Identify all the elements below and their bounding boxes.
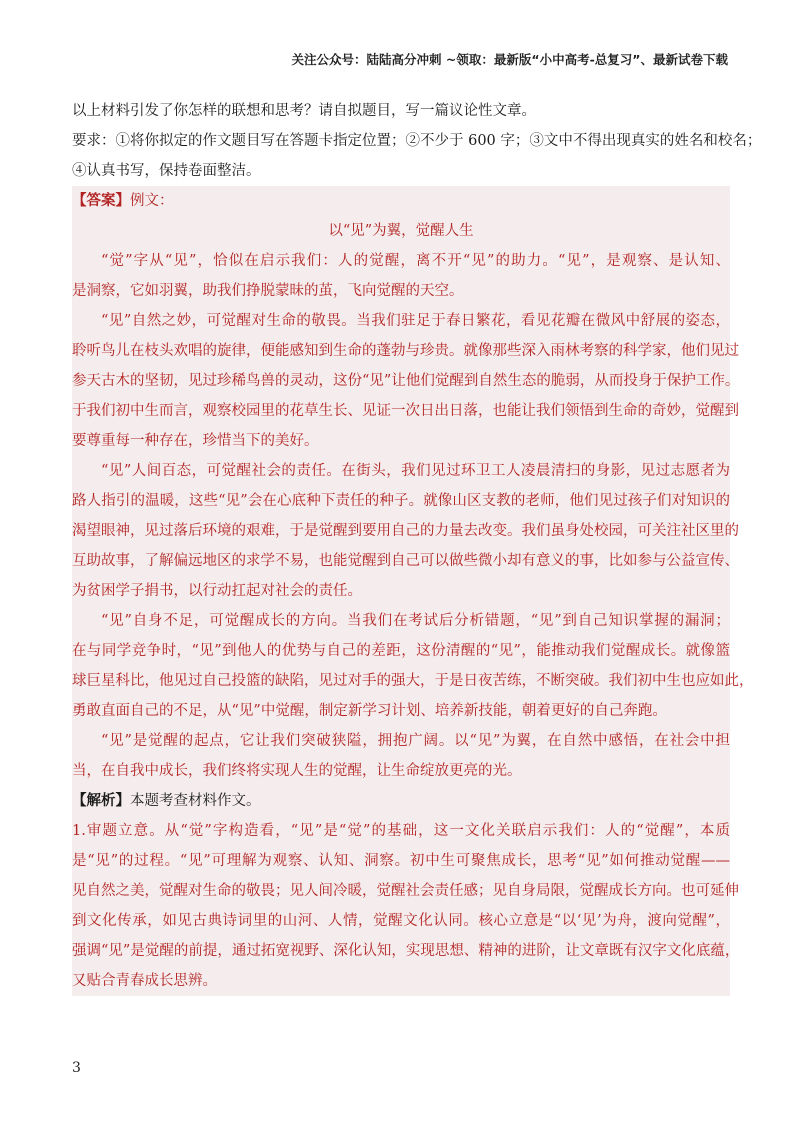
analysis-line: 到文化传承，如见古典诗词里的山河、人情，觉醒文化认同。核心立意是“以‘见’为舟，渡向觉醒”， bbox=[72, 913, 730, 929]
essay-line: “见”自然之妙，可觉醒对生命的敬畏。当我们驻足于春日繁花，看见花瓣在微风中舒展的姿态， bbox=[101, 313, 730, 329]
analysis-tag: 【解析】 bbox=[72, 792, 130, 809]
analysis-line: 是“见”的过程。“见”可理解为观察、认知、洞察。初中生可聚焦成长，思考“见”如何推动觉醒—— bbox=[72, 853, 730, 869]
essay-line: “觉”字从“见”，恰似在启示我们：人的觉醒，离不开“见”的助力。“见”，是观察、是认知、 bbox=[101, 253, 730, 269]
analysis-label: 本题考查材料作文。 bbox=[130, 793, 261, 809]
page-content bbox=[72, 96, 762, 996]
essay-paragraph bbox=[72, 726, 730, 786]
prompt-line-1: 以上材料引发了你怎样的联想和思考？请自拟题目，写一篇议论性文章。 bbox=[72, 103, 536, 119]
analysis-section bbox=[72, 786, 740, 996]
essay-paragraph bbox=[72, 456, 739, 606]
essay-line: 当，在自我中成长，我们终将实现人生的觉醒，让生命绽放更亮的光。 bbox=[72, 763, 522, 779]
essay-line: 要尊重每一种存在，珍惜当下的美好。 bbox=[72, 433, 319, 449]
essay-line: “见”人间百态，可觉醒社会的责任。在街头，我们见过环卫工人凌晨清扫的身影，见过志愿者为 bbox=[101, 463, 730, 479]
essay-line: 渴望眼神，见过落后环境的艰难，于是觉醒到要用自己的力量去改变。我们虽身处校园，可关注社区里的 bbox=[72, 523, 739, 539]
answer-label: 例文： bbox=[130, 193, 174, 209]
analysis-line: 又贴合青春成长思辨。 bbox=[72, 973, 217, 989]
essay-paragraph bbox=[72, 246, 730, 306]
analysis-line: 见自然之美，觉醒对生命的敬畏；见人间冷暖，觉醒社会责任感；见自身局限，觉醒成长方向。也可延伸 bbox=[72, 883, 739, 899]
essay-line: “见”自身不足，可觉醒成长的方向。当我们在考试后分析错题，“见”到自己知识掌握的漏洞； bbox=[101, 613, 730, 629]
essay-line: 于我们初中生而言，观察校园里的花草生长、见证一次日出日落，也能让我们领悟到生命的奇妙，觉醒到 bbox=[72, 403, 739, 419]
prompt-line-2: 要求：①将你拟定的作文题目写在答题卡指定位置；②不少于 600 字；③文中不得出现真实的姓名和校名； bbox=[72, 133, 762, 149]
prompt-line-3: ④认真书写，保持卷面整洁。 bbox=[72, 163, 261, 179]
essay-line: 聆听鸟儿在枝头欢唱的旋律，便能感知到生命的蓬勃与珍贵。就像那些深入雨林考察的科学家，他们见过 bbox=[72, 343, 739, 359]
answer-heading bbox=[72, 186, 730, 216]
page-number: 3 bbox=[72, 1060, 81, 1076]
essay-line: 球巨星科比，他见过自己投篮的缺陷，见过对手的强大，于是日夜苦练，不断突破。我们初中生也应如此， bbox=[72, 673, 754, 689]
essay-paragraph bbox=[72, 306, 740, 456]
analysis-heading bbox=[72, 786, 730, 816]
prompt-section bbox=[72, 96, 762, 186]
page-header: 关注公众号：陆陆高分冲刺 ~领取：最新版“小中高考-总复习”、最新试卷下载 bbox=[291, 52, 728, 67]
analysis-line: 强调“见”是觉醒的前提，通过拓宽视野、深化认知，实现思想、精神的进阶，让文章既有汉字文化底蕴， bbox=[72, 943, 740, 959]
essay-line: 互助故事，了解偏远地区的求学不易，也能觉醒到自己可以做些微小却有意义的事，比如参与公益宣传、 bbox=[72, 553, 739, 569]
answer-tag: 【答案】 bbox=[72, 192, 130, 209]
essay-line: 是洞察，它如羽翼，助我们挣脱蒙昧的茧，飞向觉醒的天空。 bbox=[72, 283, 464, 299]
essay-line: “见”是觉醒的起点，它让我们突破狭隘，拥抱广阔。以“见”为翼，在自然中感悟，在社会中担 bbox=[101, 733, 730, 749]
essay-line: 在与同学竞争时，“见”到他人的优势与自己的差距，这份清醒的“见”，能推动我们觉醒成长。就像篮 bbox=[72, 643, 730, 659]
analysis-line: 1.审题立意。从“觉”字构造看，“见”是“觉”的基础，这一文化关联启示我们：人的“觉醒”，本质 bbox=[72, 823, 730, 839]
essay-line: 参天古木的坚韧，见过珍稀鸟兽的灵动，这份“见”让他们觉醒到自然生态的脆弱，从而投身于保护工作。 bbox=[72, 373, 740, 389]
essay-line: 勇敢直面自己的不足，从“见”中觉醒，制定新学习计划、培养新技能，朝着更好的自己奔跑。 bbox=[72, 703, 667, 719]
essay-line: 为贫困学子捐书，以行动扛起对社会的责任。 bbox=[72, 583, 362, 599]
essay-paragraph bbox=[72, 606, 754, 726]
essay-title: 以“见”为翼，觉醒人生 bbox=[328, 223, 474, 239]
answer-section bbox=[72, 186, 754, 786]
essay-line: 路人指引的温暖，这些“见”会在心底种下责任的种子。就像山区支教的老师，他们见过孩子们对知识的 bbox=[72, 493, 730, 509]
